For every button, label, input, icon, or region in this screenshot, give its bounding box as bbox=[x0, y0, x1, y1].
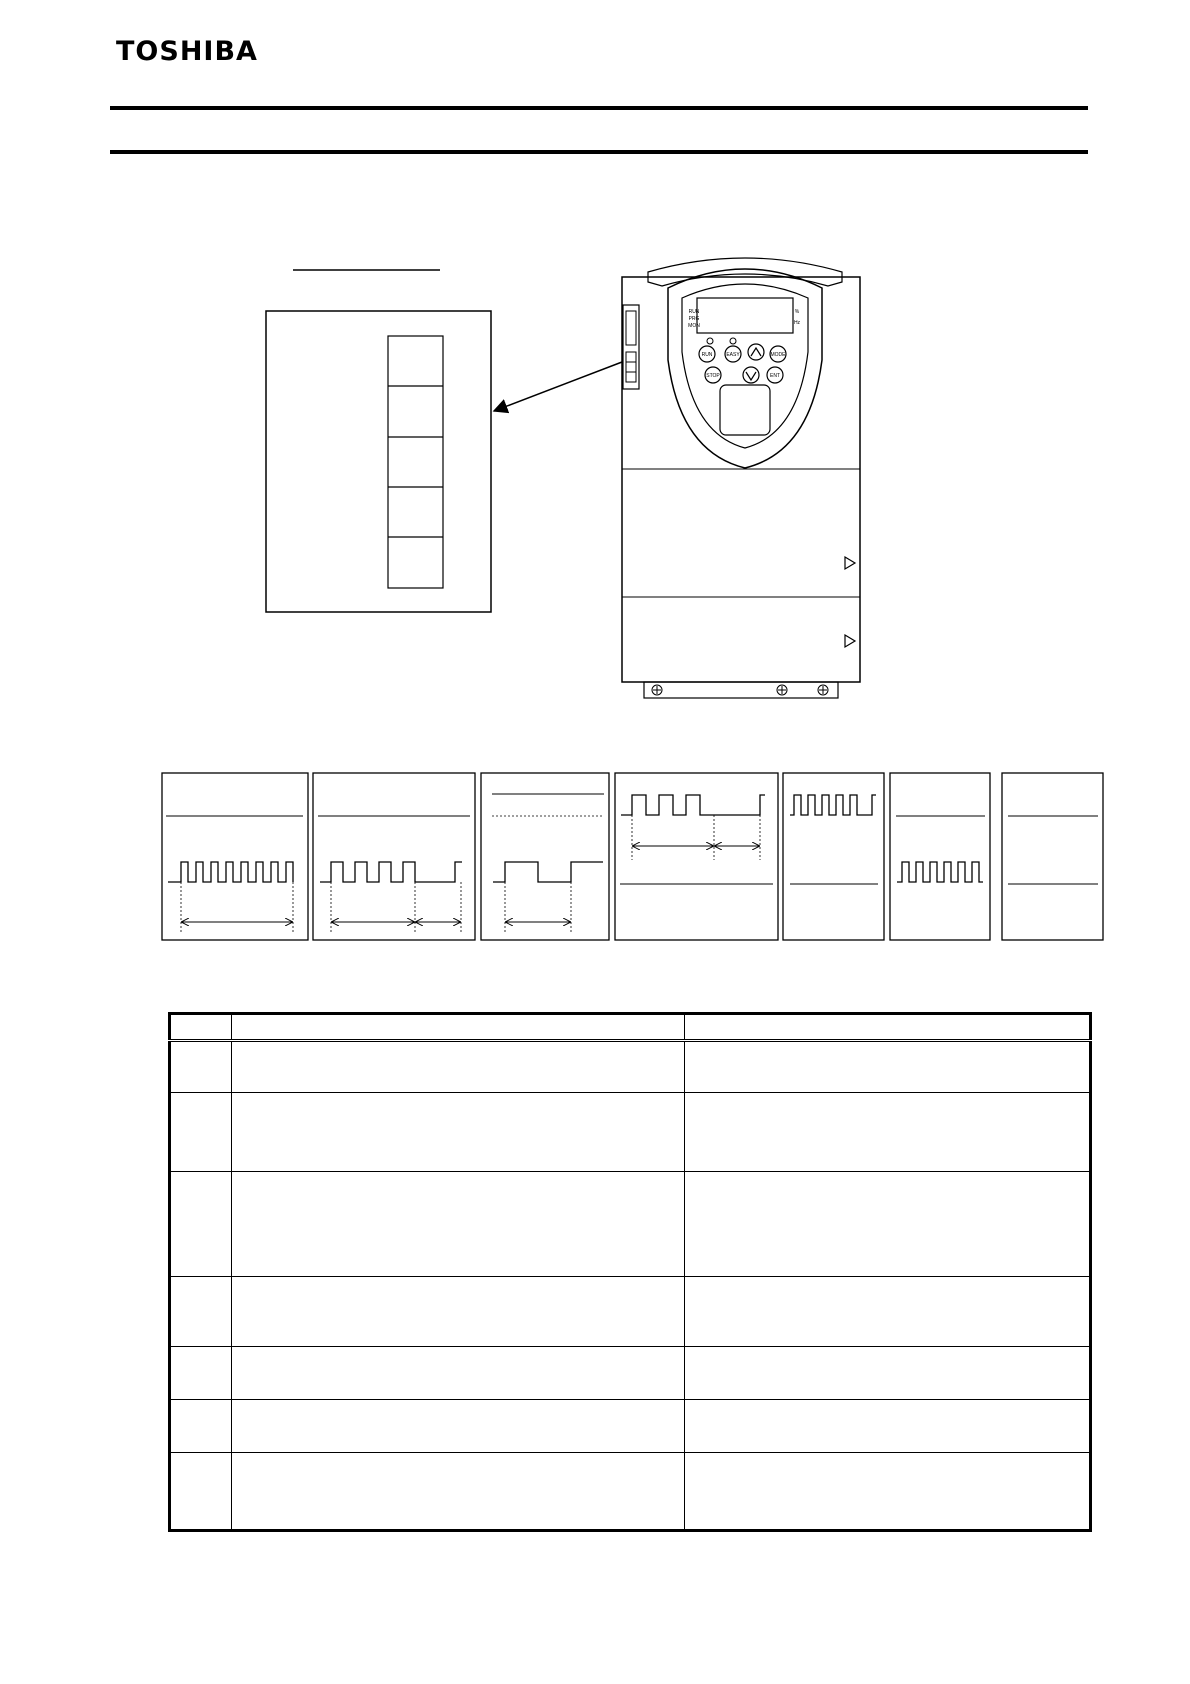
mode-key-label: MODE bbox=[770, 352, 786, 358]
pointer-arrow bbox=[494, 362, 622, 411]
waveform-panel-4 bbox=[615, 773, 778, 940]
mon-led-label: MON bbox=[688, 323, 700, 329]
inverter-drawing bbox=[622, 258, 860, 698]
table-row bbox=[170, 1172, 1091, 1277]
waveform-panel-2 bbox=[313, 773, 475, 940]
led-indicator-box bbox=[266, 311, 491, 612]
table-row bbox=[170, 1093, 1091, 1172]
toshiba-logo: TOSHIBA bbox=[116, 36, 258, 67]
percent-led-label: % bbox=[794, 309, 800, 315]
table-row bbox=[170, 1400, 1091, 1453]
waveform-panel-5 bbox=[783, 773, 884, 940]
easy-key-label: EASY bbox=[726, 352, 740, 358]
hz-led-label: Hz bbox=[793, 320, 801, 326]
table-row bbox=[170, 1347, 1091, 1400]
table-row bbox=[170, 1277, 1091, 1347]
indicator-description-table bbox=[168, 1012, 1092, 1532]
ent-key-label: ENT bbox=[770, 373, 780, 379]
table-header-row bbox=[170, 1014, 1091, 1041]
waveform-panel-7 bbox=[1002, 773, 1103, 940]
waveform-panel-1 bbox=[162, 773, 308, 940]
run-led-label: RUN bbox=[688, 309, 700, 315]
stop-key-label: STOP bbox=[706, 373, 720, 379]
waveform-panels bbox=[162, 773, 1103, 940]
run-key-label: RUN bbox=[701, 352, 713, 358]
waveform-panel-3 bbox=[481, 773, 609, 940]
table-row bbox=[170, 1041, 1091, 1093]
prg-led-label: PRG bbox=[688, 316, 700, 322]
table-row bbox=[170, 1453, 1091, 1531]
waveform-panel-6 bbox=[890, 773, 990, 940]
